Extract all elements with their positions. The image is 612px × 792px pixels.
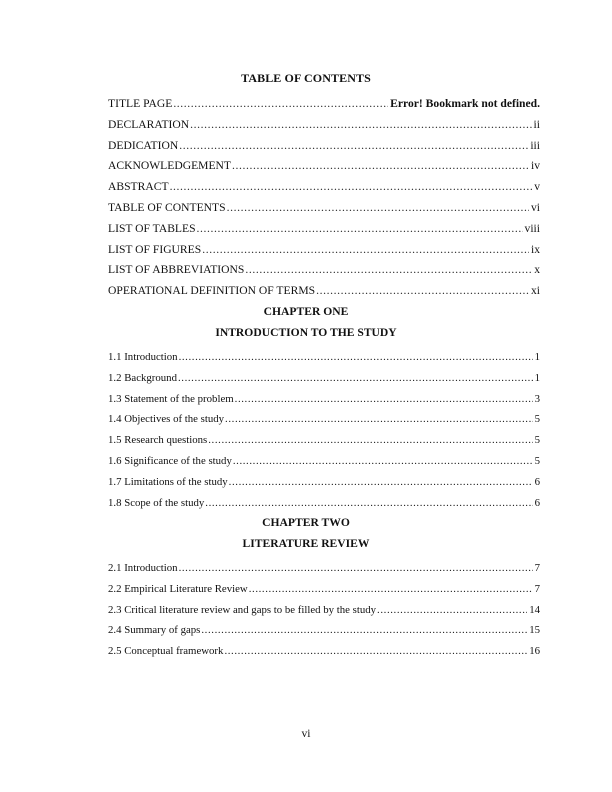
chapter-one-list [108,347,540,513]
toc-entry-page: vi [530,200,540,214]
toc-entry-label: 1.2 Background [108,371,177,384]
dot-leader [179,136,528,157]
dot-leader [201,620,527,641]
toc-entry-1-7[interactable] [108,472,540,493]
dot-leader [377,600,527,621]
chapter-two-title: LITERATURE REVIEW [242,537,370,550]
toc-entry-label: TABLE OF CONTENTS [108,200,226,214]
toc-entry-page: iv [530,159,540,173]
toc-entry-page: xi [530,284,540,298]
chapter-two-heading: CHAPTER TWO [262,516,350,529]
toc-entry-page: 16 [529,645,540,658]
toc-entry-label: 2.1 Introduction [108,562,178,574]
toc-entry-list-of-figures[interactable] [108,240,540,261]
toc-entry-label: 1.7 Limitations of the study [108,475,228,488]
toc-entry-label: 2.3 Critical literature review and gaps to be filled by the study [108,603,377,616]
dot-leader [225,409,533,430]
dot-leader [205,493,532,514]
toc-entry-page: 5 [534,413,540,426]
toc-entry-page: 6 [534,475,540,488]
toc-entry-page: iii [530,138,540,152]
toc-entry-list-of-abbreviations[interactable] [108,260,540,281]
toc-entry-label: 2.2 Empirical Literature Review [108,582,248,595]
toc-entry-2-4[interactable] [108,620,540,641]
toc-entry-label: 2.4 Summary of gaps [108,624,201,637]
chapter-one-title: INTRODUCTION TO THE STUDY [215,326,397,339]
dot-leader [233,451,533,472]
toc-entry-label: DEDICATION [108,138,179,152]
dot-leader [170,177,533,198]
page-number: vi [301,727,311,740]
toc-entry-2-3[interactable] [108,600,540,621]
toc-entry-label: OPERATIONAL DEFINITION OF TERMS [108,284,316,298]
chapter-one-heading: CHAPTER ONE [263,305,349,318]
dot-leader [224,641,527,662]
toc-entry-label: 1.8 Scope of the study [108,496,205,509]
dot-leader [232,156,529,177]
dot-leader [179,558,533,579]
dot-leader [202,240,529,261]
toc-entry-page: 5 [534,454,540,467]
toc-entry-page: 1 [534,371,540,384]
toc-entry-list-of-tables[interactable] [108,219,540,240]
toc-entry-label: 1.4 Objectives of the study [108,413,225,426]
toc-entry-1-5[interactable] [108,430,540,451]
toc-entry-page: ix [530,242,540,256]
toc-entry-label: 1.5 Research questions [108,434,208,447]
toc-entry-1-6[interactable] [108,451,540,472]
toc-entry-operational-definition[interactable] [108,281,540,302]
toc-entry-acknowledgement[interactable] [108,156,540,177]
toc-entry-label: ABSTRACT [108,180,169,194]
toc-entry-label: 1.3 Statement of the problem [108,392,234,405]
toc-entry-2-1[interactable] [108,558,540,579]
toc-entry-label: 1.6 Significance of the study [108,454,232,467]
chapter-two-list [108,558,540,662]
dot-leader [229,472,533,493]
toc-entry-title-page[interactable] [108,94,540,115]
dot-leader [208,430,532,451]
toc-entry-page: v [534,180,540,194]
toc-entry-page: ii [533,117,540,131]
toc-entry-page: x [534,263,540,277]
toc-entry-dedication[interactable] [108,136,540,157]
toc-entry-page-error: Error! Bookmark not defined. [390,97,540,110]
toc-entry-1-3[interactable] [108,389,540,410]
toc-entry-1-2[interactable] [108,368,540,389]
dot-leader [197,219,523,240]
front-matter-list [108,94,540,302]
dot-leader [316,281,529,302]
toc-entry-page: 5 [534,434,540,447]
dot-leader [190,115,531,136]
toc-entry-label: LIST OF TABLES [108,221,196,235]
toc-entry-label: 1.1 Introduction [108,351,178,363]
toc-entry-label: 2.5 Conceptual framework [108,645,224,658]
toc-entry-declaration[interactable] [108,115,540,136]
dot-leader [235,389,533,410]
toc-entry-page: 7 [534,562,540,574]
dot-leader [179,347,533,368]
dot-leader [173,94,388,115]
dot-leader [245,260,532,281]
toc-entry-page: 1 [534,351,540,363]
toc-entry-page: 14 [529,603,540,616]
toc-entry-1-8[interactable] [108,493,540,514]
toc-entry-2-5[interactable] [108,641,540,662]
toc-entry-page: 15 [529,624,540,637]
toc-entry-label: LIST OF FIGURES [108,242,202,256]
toc-entry-page: 3 [534,392,540,405]
toc-entry-label: DECLARATION [108,117,190,131]
toc-entry-2-2[interactable] [108,579,540,600]
toc-entry-1-1[interactable] [108,347,540,368]
toc-entry-label: ACKNOWLEDGEMENT [108,159,232,173]
dot-leader [249,579,533,600]
toc-entry-1-4[interactable] [108,409,540,430]
toc-entry-page: 7 [534,582,540,595]
toc-entry-abstract[interactable] [108,177,540,198]
toc-entry-page: 6 [534,496,540,509]
toc-entry-page: viii [524,221,540,235]
dot-leader [178,368,533,389]
toc-entry-label: TITLE PAGE [108,97,173,110]
toc-entry-table-of-contents[interactable] [108,198,540,219]
dot-leader [227,198,529,219]
page-title: TABLE OF CONTENTS [241,71,371,85]
toc-entry-label: LIST OF ABBREVIATIONS [108,263,245,277]
